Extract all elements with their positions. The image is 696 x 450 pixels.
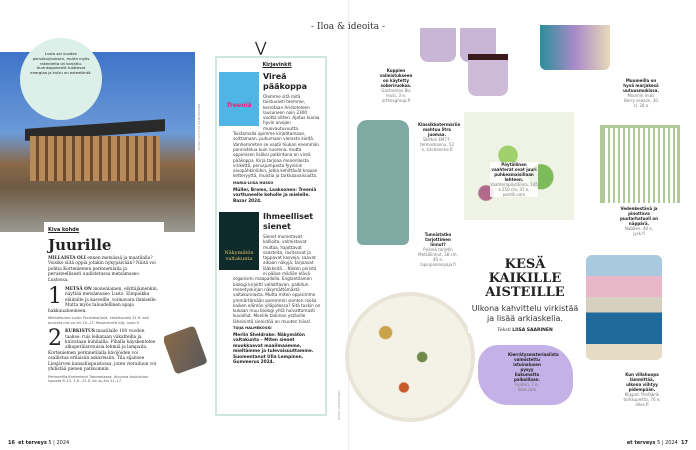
caption-thermos bbox=[418, 122, 461, 152]
caption-cushion bbox=[508, 352, 559, 392]
bubble-text: Lusto sai vuoden peruskorjauksen, mutta myös rakenteita on korjattu. Aurinkopaneelit tuottavat energiaa ja kulku on esteetöntä. bbox=[30, 51, 92, 76]
photo-credit: KUVAT LUSTO JA JOHN PALMÉN bbox=[197, 104, 201, 150]
feature-subtitle: Ulkona kahvittelu virkistää ja lisää arkiaskelia. bbox=[471, 304, 579, 323]
caption-bold: Kun villahuopa lämmittää, ulkona viihtyy pidempään. bbox=[625, 372, 659, 392]
book-cover-nakymaton bbox=[219, 212, 259, 270]
caption-tray bbox=[418, 232, 458, 267]
review-body: Olemme sitä mitä toistuvasti teemme, kerrotaan Aristoteleen lausuneen noin 2300 vuotta sitten. Ajatus kuvaa hyvin aivojen muovautuvuutta. Toistamalla opimme kirjoittamaan, soittamaan, puhumaan vierasta kieltä. Vanhemmiten se vaatii hiukan enemmän ponnistelua kuin nuorena, mutta oppimisen lisäksi palkintona on vireä pääkoppa. Kirja tarjoaa monenlaista virikettä, perusjumpasta fyysisiin aivopähkinöihin, jotka kehittävät kropan ketteryyttä, muistia ja tarkkaavaisuutta. bbox=[233, 94, 320, 179]
item-number: 1 bbox=[48, 284, 62, 310]
caption-bold: Kuppien valmistukseen on käytetty sokeriruokoa. bbox=[379, 68, 413, 88]
page-gutter bbox=[348, 0, 349, 450]
caption-chair bbox=[620, 206, 658, 236]
footer-left bbox=[8, 440, 69, 446]
books-kicker: Kirjavinkit bbox=[262, 62, 292, 68]
caption-info: Pyöreä tarjotin Metsälinnut, 38 cm, 40 e, lapinpoolonpaja.fi bbox=[418, 247, 458, 267]
page-number: 17 bbox=[681, 440, 688, 446]
item-bold: METSÄ ON bbox=[65, 287, 92, 293]
item-info: Perinnetila Korteniemi Tammelassa. Avoinna toukokuun lopusta 9–15, 1.6.–31.8. ke–su klo 11–17. bbox=[48, 374, 149, 384]
review-title: Ihmeelliset sienet bbox=[263, 211, 314, 231]
caption-mugs bbox=[378, 68, 414, 103]
section-header: - Iloa & ideoita - bbox=[311, 22, 385, 32]
cover-title: Näkymätön valtakunta bbox=[224, 249, 254, 262]
issue: 5 | 2024 bbox=[657, 440, 678, 446]
book-reference: Müller, Broms, Laaksonen: Treeniä varttuneelle keholle ja mielelle. Bazar 2024. bbox=[233, 187, 317, 204]
page-number: 16 bbox=[8, 440, 15, 446]
article-kicker: Kiva kohde bbox=[48, 227, 80, 233]
review-body: Sienet murentavat kallioita, valmistavat multaa, hajottavat saasteita, ravitsevat ja tappavat kasveja, saavat aikaan näkyjä, tarjoavat lääkkeitä… Niiden piiristä ei pääse mikään elävä organismi maapallolla. Englantilainen biologi kirjoitti valloittavan, palkitun menetyskirjan näkymättömästä valtakunnasta. Mutta miten oppisimme ymmärtämään paremmin sienten roolia kaiken elämän ylläpidossa? Sitä tuskin on kukaan muu biologi yhtä hulvattomasti kuvaillut. Monille taikinan ystäville läheisintä sienistöä on muuten hiiva! bbox=[233, 233, 321, 324]
caption-bold: Klassikkotermariin mahtuu litra juomaa. bbox=[418, 122, 461, 137]
article-title: Juurille bbox=[48, 236, 112, 254]
caption-info: Fynteri, 7 e, ikea.com bbox=[515, 382, 539, 392]
bird-tray bbox=[345, 292, 475, 422]
review-title: Vireä pääkoppa bbox=[263, 72, 307, 91]
caption-bold: Pöytäliinan vaahterat ovat juuri puhkeamaisillaan lehteen. bbox=[491, 162, 537, 182]
item-bold: KURKISTUS bbox=[65, 329, 95, 335]
caption-info: Klippan Yllefabrik torkkupeitto, 76 e, ellos.fi bbox=[623, 392, 661, 407]
byline-author: LIISA SAARINEN bbox=[512, 328, 553, 333]
item-text: maatilalle 100 vuoden taakse: ruis leikataan viikatteilla ja kuivataan kuhilailla. Pihalla käyskentelee alkuperäisrotuisia lehmiä ja lampaita. Korteniemen perinnetilalla kävijöiden voi osallistua erilaisiin askareisiin. Tila sijaitsee Liesjärven kansallispuistossa, joten vierailuun voi yhdistää pienen patikoinnin. bbox=[48, 329, 157, 373]
photo-credit-right: KUVAT VALMISTAJAT bbox=[337, 390, 341, 420]
moomin-mug bbox=[540, 25, 610, 70]
review-author: MARIA-LIISA HUSSO bbox=[233, 180, 274, 185]
lead-text: ennen metsässä ja maatilalla? Voisiko siitä oppia jotakin nykypäivään? Näitä voi pohtia Korteniemen perinnetilalla ja perusteellisesti uudistetussa metsämuseo Lustossa. bbox=[48, 256, 156, 283]
review-author: TUIJA HALMEKOSKI bbox=[233, 326, 272, 331]
purple-mugs bbox=[420, 28, 520, 98]
photo-bubble bbox=[20, 38, 102, 120]
byline-label: Teksti bbox=[497, 328, 511, 333]
book-cover-treenia bbox=[219, 72, 259, 126]
wool-blankets bbox=[586, 255, 662, 360]
caption-bold: Kierrätysmateriaalista valmistettu istuinalusen pysyy liukumatta paikoillaan. bbox=[508, 352, 559, 382]
caption-blankets bbox=[622, 372, 662, 407]
item-text: monenlainen, elättäjäinenkin, näyttää metsämuseo Lusto. Elinpaikka eläimille ja kasveille, voimavara ihmiselle. Mutta myös taloudellinen apaja hakkuualueineen. bbox=[48, 287, 159, 314]
caption-info: Nabben, 40 e, jysk.fi bbox=[624, 226, 654, 236]
item-info: Metsämuseo Lusto Punkaharjulla, keskikuusta 31.9. asti avoinna ma–su klo 10–17. Museokortti käy. lusto.fi bbox=[48, 316, 149, 325]
caption-tablecloth bbox=[490, 162, 538, 197]
thermos bbox=[357, 120, 409, 245]
magazine-name: et terveys bbox=[626, 440, 656, 446]
caption-bold: Muumeilla on hyvä marjakesä uutuusmukissa. bbox=[623, 78, 659, 93]
kiva-kohde-article bbox=[44, 222, 164, 389]
axe-photo bbox=[162, 325, 208, 374]
caption-bold: Tunnistatko tarjottimen linnut? bbox=[424, 232, 452, 247]
list-item bbox=[48, 326, 160, 384]
cover-title: Treeniä bbox=[226, 102, 252, 109]
list-item bbox=[48, 284, 160, 325]
feature-title: KESÄ KAIKILLE AISTEILLE bbox=[485, 257, 565, 300]
footer-right bbox=[627, 440, 688, 446]
book-reviews-box bbox=[215, 56, 327, 416]
caption-info: Gastromax Bio muki, 3 e, orthexgroup.fi bbox=[381, 88, 411, 103]
caption-info: Stelton EM77-termoskannu, 52 e, kitchenone.fi bbox=[420, 137, 454, 152]
item-number: 2 bbox=[48, 326, 62, 352]
caption-info: Moomin muki Berry season, 30 cl, 28 e bbox=[624, 93, 658, 108]
feature-heading bbox=[468, 258, 582, 333]
book-icon: ⋁ bbox=[255, 40, 267, 56]
caption-moomin bbox=[622, 78, 660, 108]
magazine-name: et terveys bbox=[18, 440, 47, 446]
lead-bold: MILLAISTA OLI bbox=[48, 256, 86, 261]
book-reference: Merlin Sheldrake: Näkymätön valtakunta – Miten sienet muokkaavat maailmaamme, mieltämme ja tulevaisuuttamme. Suomentanut Ulla Lempinen. Gummerus 2024. bbox=[233, 333, 314, 366]
caption-bold: Vedenkestävä ja pinottava puutarhatuoli on näppärä. bbox=[620, 206, 658, 226]
issue: 5 | 2024 bbox=[48, 440, 70, 446]
garden-chair bbox=[600, 125, 680, 203]
caption-info: Vaahterapöytäliina, 145 x 250 cm, 47 e, pentik.com bbox=[490, 182, 538, 197]
